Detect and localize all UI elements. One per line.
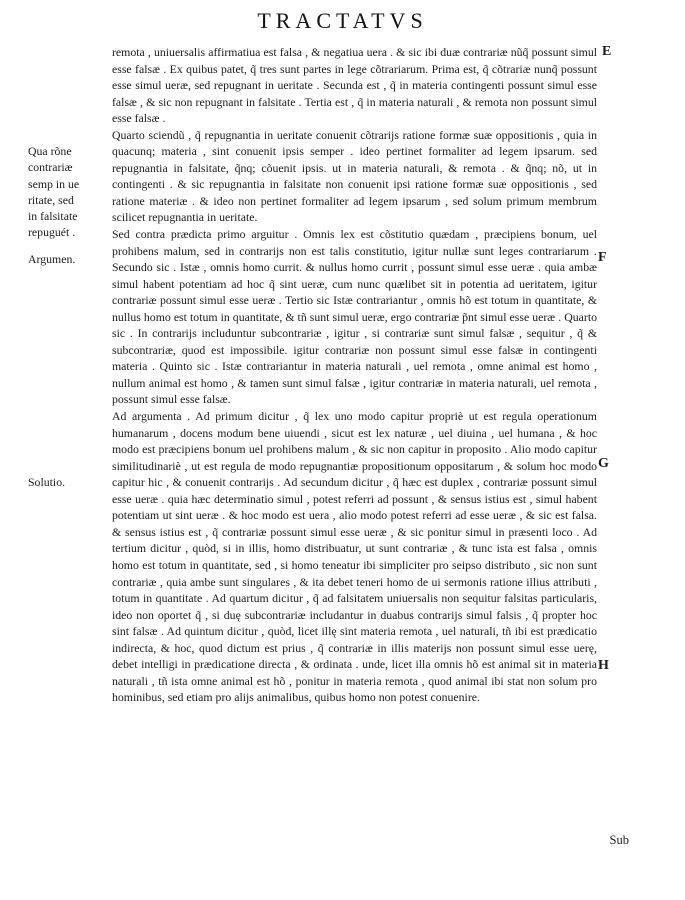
main-text-block [112, 44, 597, 706]
margin-note-line: semp in ue [28, 176, 80, 191]
margin-note-line: ritate, sed [28, 192, 74, 207]
paragraph: remota , uniuersalis affirmatiua est falsa , & negatiua uera . & sic ibi duæ contrariæ nũq̃ possunt simul esse falsæ . Ex quibus patet, q̃ tres sunt partes in lege cõtrariarum. Prima est, q̃ cõtrariæ nunq̃ possunt esse simul ueræ, sed repugnant in ueritate . Secunda est , q̃ in materia contingenti possunt simul esse falsæ , & sic non repugnant in falsitate . Tertia est , q̃ in materia naturali , & remota non possunt simul esse falsæ . [112, 45, 597, 126]
running-head: TRACTATVS [257, 8, 428, 33]
margin-note-line: contrariæ [28, 160, 73, 175]
margin-note-argumen: Argumen. [28, 252, 76, 266]
margin-note-qua-rone [28, 143, 113, 241]
paragraph: Ad argumenta . Ad primum dicitur , q̃ lex uno modo capitur propriè ut est regula operationum humanarum , docens modum bene uiuendi , sicut est lex naturæ , uel diuina , uel humana , & hoc modo est præcipiens bonum uel prohibens malum , & sic non capitur in proposito . Alio modo capitur similitudinariè , ut est regula de modo repugnantiæ propositionum oppositarum , & solum hoc modo capitur hic , & conuenit contrarijs . Ad secundum dicitur , q̃ hæc est duplex , contrariæ possunt simul esse ueræ . quia hæc determinatio simul , potest referri ad possunt , & sensus istius est , simul habent potentiam ut sint ueræ . & hoc modo est uera , alio modo potest referri ad esse ueræ , & sic est falsa. & sensus istius est , q̃ contrariæ possunt simul esse ueræ , & sic ponitur simul in præsenti loco . Ad tertium dicitur , quòd, si in illis, homo distribuatur, ut sunt contrariæ , & tunc ista est falsa , omnis homo est totum in quantitate, sed , si homo teneatur ibi simpliciter pro seipso distributo , sic non sunt contrariæ , quia ambe sunt singulares , & ita debet teneri homo de ui sermonis ratione illius attributi , totum in quantitate . Ad quartum dicitur , q̃ ad falsitatem uniuersalis non sequitur falsitas particularis, ideo non oportet q̃ , si duę subcontrariæ includantur in duabus contrarijs simul falsis , q̃ propter hoc sint falsæ . Ad quintum dicitur , quòd, licet illę sint materia remota , uel naturali, tñ ibi est prædicatio indirecta, & hoc, quod dictum est prius , q̃ contrariæ in illis materijs non possunt simul esse uerę, debet intelligi in prædicatione directa , & ordinata . unde, licet illa omnis hõ est animal sit in materia naturali , tñ ista omne animal est hõ , ponitur in materia remota , quod animal ibi stat non solum pro hominibus, sed etiam pro alijs animalibus, quibus homo non potest conuenire. [112, 409, 597, 705]
margin-note-solutio: Solutio. [28, 475, 66, 489]
margin-note-line: repuguét . [28, 225, 76, 240]
section-letter-e: E [602, 44, 612, 59]
paragraph: Quarto sciendũ , q̃ repugnantia in ueritate conuenit cõtrarijs ratione formæ suæ oppositionis , quia in quacunq; materia , sint conuenit ipsis semper . ideo pertinet formaliter ad legem ipsarum. sed repugnantia in falsitate, q̃nq; cõuenit ipsis. ut in materia naturali, & remota . & q̃nq; nõ, ut in contingenti . & sic repugnantia in falsitate non conuenit ipsi ratione formæ suæ oppositionis , sed ratione materiæ . & ideo non pertinet formaliter ad legem ipsarum , sed solum primum membrum scilicet repugnantia in ueritate. [112, 127, 597, 225]
paragraph: Sed contra prædicta primo arguitur . Omnis lex est cõstitutio quædam , præcipiens bonum, uel prohibens malum, sed in contrarijs non est talis constitutio, igitur nullæ sunt leges contrariarum . Secundo sic . Istæ , omnis homo currit. & nullus homo currit , possunt simul esse ueræ . quia ambæ simul habent potentiam ad hoc q̃ sint ueræ, cum nunc quælibet sit in potentia ad ueritatem, igitur contrariæ possunt simul esse ueræ . Tertio sic Istæ contrariantur , omnis hõ est totum in quantitate, & nullus homo est totum in quantitate, & tñ sunt simul ueræ, ergo contrariæ p̃nt simul esse ueræ . Quarto sic . In contrarijs includuntur subcontrariæ , igitur , si contrariæ sunt simul falsæ , sequitur , q̃ & subcontrariæ, quod est impossibile. igitur contrariæ non possunt simul esse falsæ in contingenti materia . Quinto sic . Istæ contrariantur in materia naturali , uel remota , omne animal est homo , nullum animal est homo , & tamen sunt simul falsæ , igitur contrariæ in materia naturali, uel remota , possunt simul esse falsæ. [112, 227, 597, 407]
margin-note-line: Qua rõne [28, 144, 72, 158]
margin-note-line: in falsitate [28, 209, 78, 224]
section-letter-f: F [598, 250, 607, 265]
section-letter-g: G [598, 456, 609, 471]
section-letter-h: H [598, 658, 609, 673]
catchword: Sub [609, 833, 629, 847]
